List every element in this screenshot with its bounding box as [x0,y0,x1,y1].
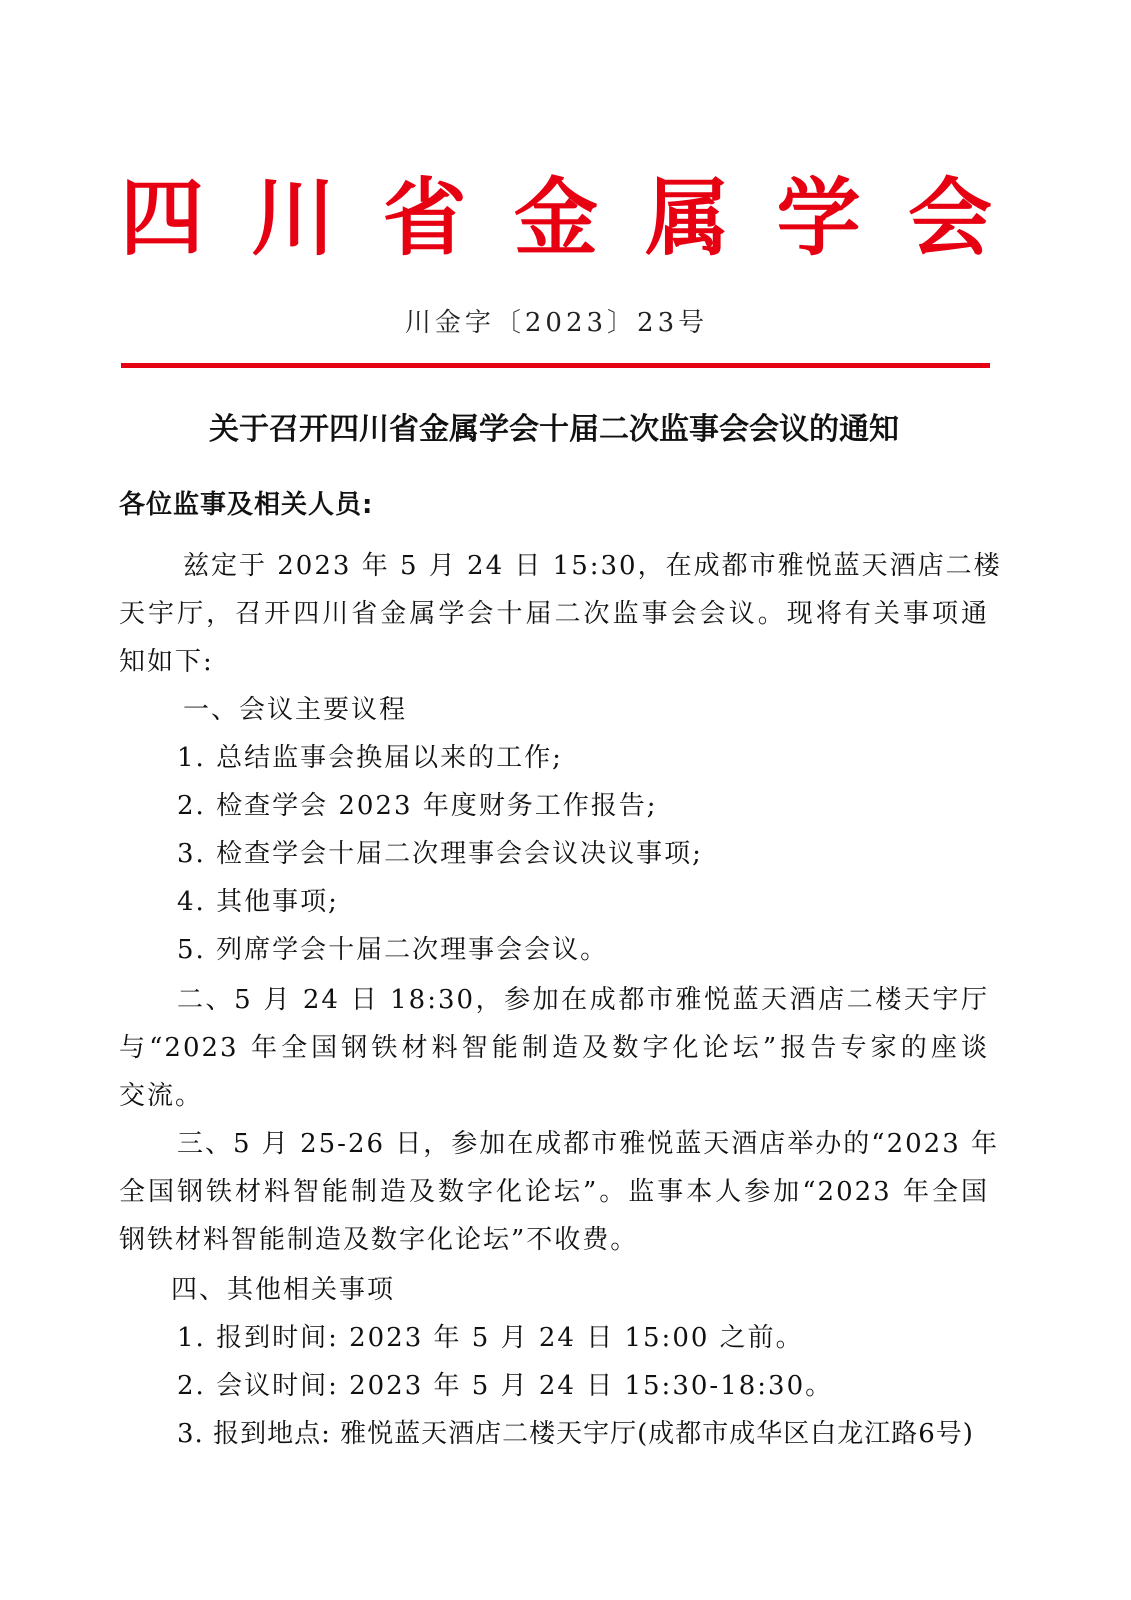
intro-line: 知如下: [119,647,214,677]
section-paragraph: 交流。 [119,1081,204,1111]
agenda-item: 1. 总结监事会换届以来的工作; [177,743,563,773]
salutation: 各位监事及相关人员: [119,490,374,520]
section-paragraph: 与“2023 年全国钢铁材料智能制造及数字化论坛”报告专家的座谈 [119,1033,989,1063]
intro-line: 天宇厅，召开四川省金属学会十届二次监事会会议。现将有关事项通 [119,599,989,629]
agenda-item: 4. 其他事项; [177,887,339,917]
agenda-item: 5. 列席学会十届二次理事会会议。 [177,935,609,965]
section-paragraph: 二、5 月 24 日 18:30，参加在成都市雅悦蓝天酒店二楼天宇厅 [177,985,989,1015]
org-char: 金 [513,169,598,267]
detail-item: 1. 报到时间: 2023 年 5 月 24 日 15:00 之前。 [177,1323,804,1353]
section-paragraph: 全国钢铁材料智能制造及数字化论坛”。监事本人参加“2023 年全国 [119,1177,989,1207]
detail-item: 3. 报到地点: 雅悦蓝天酒店二楼天宇厅(成都市成华区白龙江路6号) [177,1419,974,1449]
letterhead-org-name [120,168,992,268]
org-char: 川 [251,169,336,267]
section-paragraph: 三、5 月 25-26 日，参加在成都市雅悦蓝天酒店举办的“2023 年 [177,1129,1000,1159]
agenda-item: 2. 检查学会 2023 年度财务工作报告; [177,791,658,821]
org-char: 会 [907,169,992,267]
section-heading: 一、会议主要议程 [183,695,408,725]
section-heading: 四、其他相关事项 [171,1275,396,1305]
org-char: 学 [776,169,861,267]
letterhead-divider [121,363,990,368]
section-paragraph: 钢铁材料智能制造及数字化论坛”不收费。 [119,1225,639,1255]
org-char: 省 [382,169,467,267]
detail-item: 2. 会议时间: 2023 年 5 月 24 日 15:30-18:30。 [177,1371,834,1401]
intro-line: 兹定于 2023 年 5 月 24 日 15:30，在成都市雅悦蓝天酒店二楼 [183,551,1002,581]
document-number: 川金字〔2023〕23号 [404,308,709,338]
org-char: 四 [120,169,205,267]
agenda-item: 3. 检查学会十届二次理事会会议决议事项; [177,839,703,869]
org-char: 属 [645,169,730,267]
notice-title: 关于召开四川省金属学会十届二次监事会会议的通知 [209,412,899,447]
